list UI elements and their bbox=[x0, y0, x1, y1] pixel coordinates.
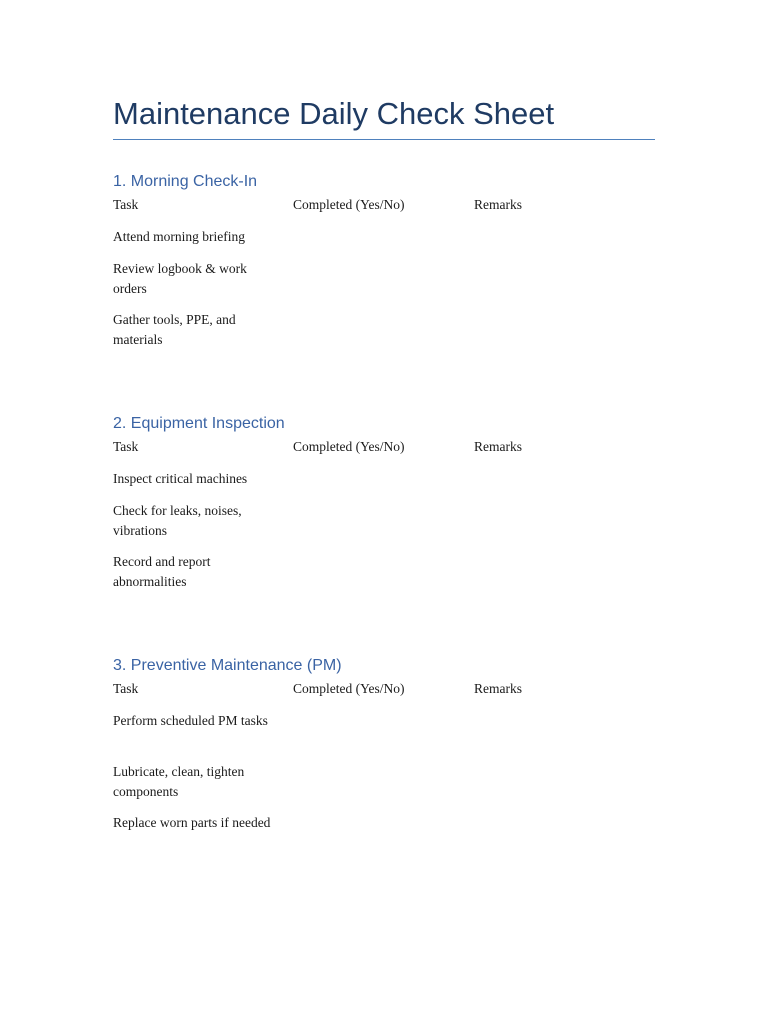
task-cell: Inspect critical machines bbox=[113, 471, 248, 486]
column-header-task: Task bbox=[113, 439, 139, 454]
table-row bbox=[113, 310, 655, 361]
table-row bbox=[113, 762, 655, 813]
column-header-completed: Completed (Yes/No) bbox=[293, 197, 405, 212]
task-cell: Record and report abnormalities bbox=[113, 554, 211, 589]
column-header-completed: Completed (Yes/No) bbox=[293, 439, 405, 454]
checklist-table bbox=[113, 679, 655, 864]
table-header-row bbox=[113, 437, 655, 469]
table-row bbox=[113, 227, 655, 259]
column-header-task: Task bbox=[113, 197, 139, 212]
column-header-completed: Completed (Yes/No) bbox=[293, 681, 405, 696]
table-row bbox=[113, 469, 655, 501]
title-divider bbox=[113, 139, 655, 140]
task-cell: Review logbook & work orders bbox=[113, 261, 247, 296]
task-cell: Replace worn parts if needed bbox=[113, 815, 271, 830]
task-cell: Attend morning briefing bbox=[113, 229, 245, 244]
column-header-remarks: Remarks bbox=[474, 681, 522, 696]
table-header-row bbox=[113, 195, 655, 227]
table-row bbox=[113, 259, 655, 310]
table-row bbox=[113, 711, 655, 762]
table-row bbox=[113, 552, 655, 603]
column-header-remarks: Remarks bbox=[474, 439, 522, 454]
task-cell: Check for leaks, noises, vibrations bbox=[113, 503, 242, 538]
section-heading: 2. Equipment Inspection bbox=[113, 415, 285, 432]
task-cell: Perform scheduled PM tasks bbox=[113, 713, 268, 728]
checklist-table bbox=[113, 195, 655, 361]
table-row bbox=[113, 501, 655, 552]
task-cell: Gather tools, PPE, and materials bbox=[113, 312, 236, 347]
checklist-table bbox=[113, 437, 655, 603]
table-row bbox=[113, 813, 655, 864]
task-cell: Lubricate, clean, tighten components bbox=[113, 764, 245, 799]
document-title: Maintenance Daily Check Sheet bbox=[113, 96, 555, 131]
section-heading: 3. Preventive Maintenance (PM) bbox=[113, 657, 342, 674]
table-header-row bbox=[113, 679, 655, 711]
column-header-remarks: Remarks bbox=[474, 197, 522, 212]
column-header-task: Task bbox=[113, 681, 139, 696]
section-heading: 1. Morning Check-In bbox=[113, 173, 258, 190]
